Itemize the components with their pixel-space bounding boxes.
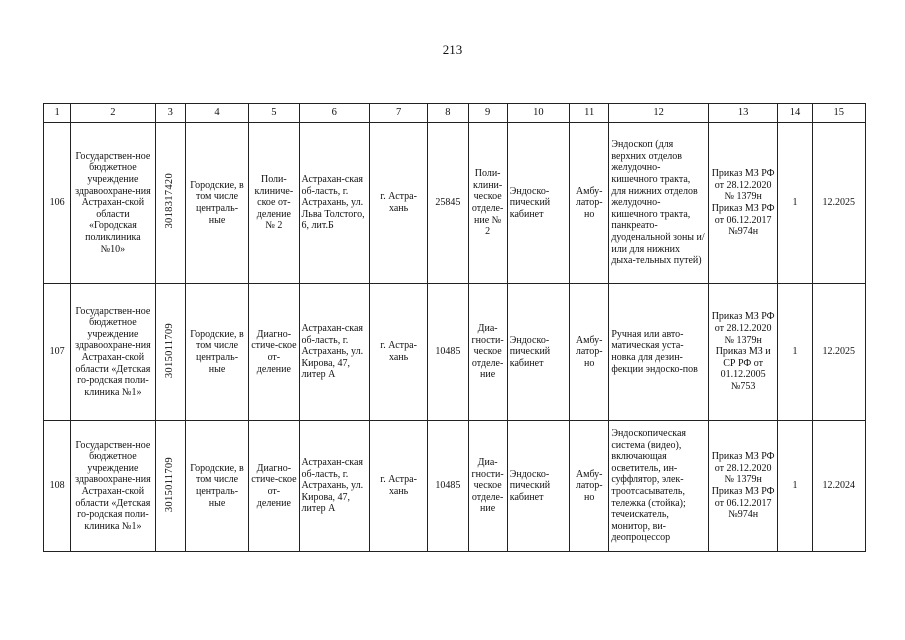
address: Астрахан-ская об-ласть, г. Астрахань, ул. Кирова, 47, литер А (299, 284, 369, 421)
column-header: 6 (299, 104, 369, 123)
column-header: 8 (428, 104, 468, 123)
organization-name: Государствен-ное бюджетное учреждение здравоохране-ния Астрахан-ской области «Детская го-родская поли-клиника №1» (71, 421, 156, 552)
header-row (44, 104, 866, 123)
column-header: 15 (812, 104, 865, 123)
table-row (44, 123, 866, 284)
column-header: 12 (609, 104, 709, 123)
due-date: 12.2025 (812, 284, 865, 421)
room: Эндоско-пический кабинет (507, 421, 569, 552)
city: г. Астра-хань (369, 123, 427, 284)
row-number: 108 (44, 421, 71, 552)
area-type: Городские, в том числе централь-ные (185, 421, 248, 552)
column-header: 10 (507, 104, 569, 123)
equipment: Ручная или авто-матическая уста-новка для дезин-фекции эндоско-пов (609, 284, 709, 421)
organization-name: Государствен-ное бюджетное учреждение здравоохране-ния Астрахан-ской области «Детская го-родская поли-клиника №1» (71, 284, 156, 421)
page-number: 213 (442, 42, 463, 57)
unit: Диа-гности-ческое отделе-ние (468, 421, 507, 552)
equipment: Эндоскопическая система (видео), включающая осветитель, ин-суффлятор, элек-троотсасыватель, тележка (стойка); течеискатель, монитор, ви-деопроцессор (609, 421, 709, 552)
index-code: 10485 (428, 284, 468, 421)
city: г. Астра-хань (369, 421, 427, 552)
division: Диагно-стиче-ское от-деление (249, 284, 299, 421)
equipment: Эндоскоп (для верхних отделов желудочно-кишечного тракта, для нижних отделов желудочно-кишечного тракта, панкреато-дуоденальной зоны и/или для нижних дыха-тельных путей) (609, 123, 709, 284)
organization-code (155, 421, 185, 552)
organization-code (155, 123, 185, 284)
room: Эндоско-пический кабинет (507, 123, 569, 284)
unit: Диа-гности-ческое отделе-ние (468, 284, 507, 421)
table-row (44, 284, 866, 421)
quantity: 1 (778, 284, 812, 421)
organization-name: Государствен-ное бюджетное учреждение здравоохране-ния Астрахан-ской области «Городская поликлиника №10» (71, 123, 156, 284)
division: Поли-клиниче-ское от-деление № 2 (249, 123, 299, 284)
column-header: 11 (570, 104, 609, 123)
care-mode: Амбу-латор-но (570, 123, 609, 284)
column-header: 3 (155, 104, 185, 123)
table-row (44, 421, 866, 552)
quantity: 1 (778, 123, 812, 284)
column-header: 2 (71, 104, 156, 123)
order-reference: Приказ МЗ РФ от 28.12.2020 № 1379н Приказ МЗ РФ от 06.12.2017 №974н (708, 123, 777, 284)
due-date: 12.2024 (812, 421, 865, 552)
column-header: 5 (249, 104, 299, 123)
care-mode: Амбу-латор-но (570, 284, 609, 421)
division: Диагно-стиче-ское от-деление (249, 421, 299, 552)
order-reference: Приказ МЗ РФ от 28.12.2020 № 1379н Приказ МЗ и СР РФ от 01.12.2005 №753 (708, 284, 777, 421)
row-number: 107 (44, 284, 71, 421)
room: Эндоско-пический кабинет (507, 284, 569, 421)
organization-code-text: 3018317420 (164, 173, 176, 229)
organization-code-text: 3015011709 (164, 322, 176, 378)
organization-code-text: 3015011709 (164, 456, 176, 512)
column-header: 13 (708, 104, 777, 123)
unit: Поли-клини-ческое отделе-ние № 2 (468, 123, 507, 284)
index-code: 10485 (428, 421, 468, 552)
due-date: 12.2025 (812, 123, 865, 284)
quantity: 1 (778, 421, 812, 552)
registry-table (43, 103, 866, 552)
city: г. Астра-хань (369, 284, 427, 421)
column-header: 9 (468, 104, 507, 123)
index-code: 25845 (428, 123, 468, 284)
area-type: Городские, в том числе централь-ные (185, 284, 248, 421)
column-header: 7 (369, 104, 427, 123)
order-reference: Приказ МЗ РФ от 28.12.2020 № 1379н Приказ МЗ РФ от 06.12.2017 №974н (708, 421, 777, 552)
care-mode: Амбу-латор-но (570, 421, 609, 552)
column-header: 4 (185, 104, 248, 123)
column-header: 1 (44, 104, 71, 123)
row-number: 106 (44, 123, 71, 284)
column-header: 14 (778, 104, 812, 123)
area-type: Городские, в том числе централь-ные (185, 123, 248, 284)
address: Астрахан-ская об-ласть, г. Астрахань, ул. Льва Толстого, 6, лит.Б (299, 123, 369, 284)
address: Астрахан-ская об-ласть, г. Астрахань, ул. Кирова, 47, литер А (299, 421, 369, 552)
organization-code (155, 284, 185, 421)
